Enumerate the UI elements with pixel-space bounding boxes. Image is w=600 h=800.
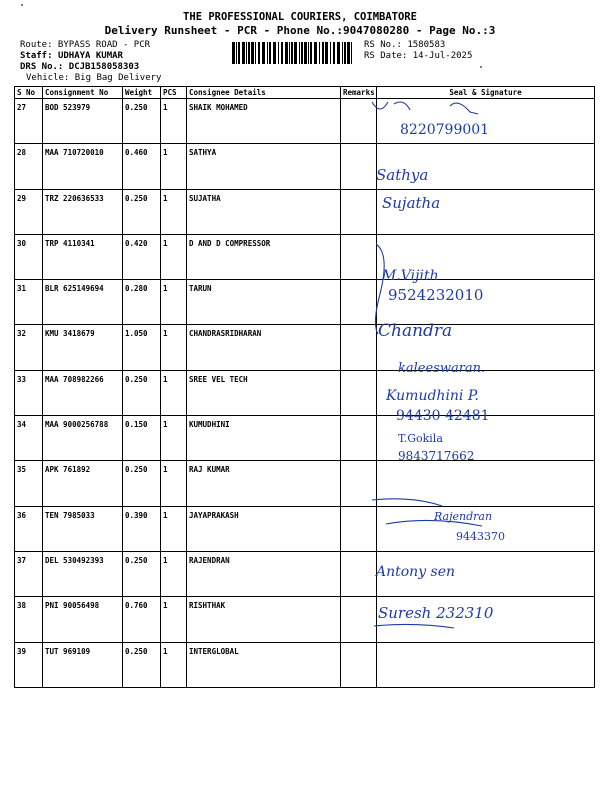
cell-pcs: 1	[161, 551, 187, 596]
cell-weight: 0.760	[123, 597, 161, 642]
staff-info	[20, 51, 123, 61]
cell-consignee: SHAIK MOHAMED	[187, 99, 341, 144]
cell-sno: 33	[15, 370, 43, 415]
table-row	[15, 189, 595, 234]
sig-r35-name: T.Gokila	[398, 432, 443, 445]
cell-cno: MAA 710720010	[43, 144, 123, 189]
cell-consignee: RAJ KUMAR	[187, 461, 341, 506]
delivery-table	[14, 86, 595, 688]
cell-consignee: RAJENDRAN	[187, 551, 341, 596]
table-row	[15, 461, 595, 506]
sig-r31-number: 9524232010	[388, 286, 484, 304]
cell-remarks	[341, 189, 377, 234]
cell-cno: KMU 3418679	[43, 325, 123, 370]
barcode-bar	[281, 42, 283, 64]
barcode-bar	[289, 42, 290, 64]
cell-pcs: 1	[161, 189, 187, 234]
cell-pcs: 1	[161, 325, 187, 370]
cell-cno: TEN 7985033	[43, 506, 123, 551]
cell-consignee: SUJATHA	[187, 189, 341, 234]
vehicle-info: Vehicle: Big Bag Delivery	[26, 73, 162, 83]
sig-r38: Antony sen	[376, 564, 456, 580]
barcode-bar	[267, 42, 268, 64]
cell-sno: 34	[15, 416, 43, 461]
barcode-bar	[333, 42, 335, 64]
table-row	[15, 99, 595, 144]
cell-weight: 0.280	[123, 280, 161, 325]
sig-r34-number: 94430 42481	[396, 408, 490, 424]
cell-cno: DEL 530492393	[43, 551, 123, 596]
cell-weight: 0.250	[123, 370, 161, 415]
cell-signature	[377, 461, 595, 506]
cell-remarks	[341, 506, 377, 551]
barcode-bar	[342, 42, 343, 64]
cell-signature	[377, 234, 595, 279]
barcode-bar	[301, 42, 303, 64]
cell-signature	[377, 551, 595, 596]
drs-info	[20, 62, 139, 72]
cell-remarks	[341, 461, 377, 506]
barcode-bar	[258, 42, 260, 64]
barcode-bar	[330, 42, 331, 64]
table-row	[15, 144, 595, 189]
cell-sno: 35	[15, 461, 43, 506]
barcode-bar	[232, 42, 235, 64]
cell-sno: 38	[15, 597, 43, 642]
cell-pcs: 1	[161, 99, 187, 144]
barcode-bar	[291, 42, 293, 64]
cell-sno: 36	[15, 506, 43, 551]
cell-pcs: 1	[161, 370, 187, 415]
cell-consignee: SREE VEL TECH	[187, 370, 341, 415]
cell-pcs: 1	[161, 280, 187, 325]
col-pcs: PCS	[161, 87, 187, 99]
rs-number: RS No.: 1580583	[364, 40, 446, 50]
cell-sno: 37	[15, 551, 43, 596]
cell-sno: 28	[15, 144, 43, 189]
col-sno: S No	[15, 87, 43, 99]
barcode-bar	[238, 42, 240, 64]
barcode-bar	[319, 42, 320, 64]
cell-sno: 29	[15, 189, 43, 234]
cell-signature	[377, 416, 595, 461]
staff-label: Staff:	[20, 51, 53, 61]
sig-r37-name: Rajendran	[434, 510, 493, 523]
sig-r39: Suresh 232310	[378, 604, 494, 622]
barcode-bar	[262, 42, 265, 64]
cell-remarks	[341, 416, 377, 461]
cell-cno: MAA 9000256788	[43, 416, 123, 461]
cell-weight: 0.250	[123, 189, 161, 234]
cell-remarks	[341, 597, 377, 642]
barcode-bar	[242, 42, 245, 64]
cell-signature	[377, 370, 595, 415]
barcode-bar	[304, 42, 307, 64]
cell-consignee: CHANDRASRIDHARAN	[187, 325, 341, 370]
cell-pcs: 1	[161, 461, 187, 506]
sig-r37-number: 9443370	[456, 530, 505, 543]
cell-cno: BOD 523979	[43, 99, 123, 144]
drs-label: DRS No.:	[20, 62, 64, 72]
cell-consignee: SATHYA	[187, 144, 341, 189]
barcode-bar	[337, 42, 340, 64]
table-row	[15, 234, 595, 279]
cell-signature	[377, 280, 595, 325]
cell-weight: 0.150	[123, 416, 161, 461]
cell-cno: PNI 90056498	[43, 597, 123, 642]
barcode-bar	[273, 42, 276, 64]
barcode-bar	[351, 42, 352, 64]
sig-r28: Sathya	[376, 166, 429, 184]
cell-cno: MAA 708982266	[43, 370, 123, 415]
cell-sno: 31	[15, 280, 43, 325]
sig-r27-number: 8220799001	[400, 122, 490, 138]
cell-remarks	[341, 325, 377, 370]
table-row	[15, 551, 595, 596]
barcode-bar	[246, 42, 247, 64]
barcode-bar	[308, 42, 309, 64]
cell-remarks	[341, 144, 377, 189]
cell-remarks	[341, 99, 377, 144]
table-row	[15, 280, 595, 325]
table-row	[15, 370, 595, 415]
barcode-bar	[299, 42, 300, 64]
cell-remarks	[341, 234, 377, 279]
table-row	[15, 325, 595, 370]
barcode-bar	[255, 42, 256, 64]
barcode-bar	[347, 42, 350, 64]
col-weight: Weight	[123, 87, 161, 99]
cell-pcs: 1	[161, 234, 187, 279]
barcode-bar	[269, 42, 271, 64]
cell-sno: 30	[15, 234, 43, 279]
cell-signature	[377, 325, 595, 370]
barcode-bar	[325, 42, 328, 64]
cell-signature	[377, 144, 595, 189]
col-remarks: Remarks	[341, 87, 377, 99]
cell-sno: 32	[15, 325, 43, 370]
cell-pcs: 1	[161, 144, 187, 189]
col-consignment: Consignment No	[43, 87, 123, 99]
cell-weight: 0.250	[123, 642, 161, 687]
cell-signature	[377, 506, 595, 551]
table-row	[15, 597, 595, 642]
barcode-bar	[344, 42, 346, 64]
cell-weight: 0.250	[123, 461, 161, 506]
scan-speck	[21, 4, 23, 6]
cell-pcs: 1	[161, 506, 187, 551]
cell-cno: BLR 625149694	[43, 280, 123, 325]
sig-r33: kaleeswaran.	[398, 361, 486, 376]
rs-date: RS Date: 14-Jul-2025	[364, 51, 473, 61]
cell-sno: 27	[15, 99, 43, 144]
cell-remarks	[341, 370, 377, 415]
cell-weight: 0.390	[123, 506, 161, 551]
barcode-bar	[248, 42, 250, 64]
staff-name: UDHAYA KUMAR	[57, 51, 123, 61]
cell-consignee: JAYAPRAKASH	[187, 506, 341, 551]
sig-r35-number: 9843717662	[398, 449, 475, 463]
cell-signature	[377, 189, 595, 234]
cell-consignee: RISHTHAK	[187, 597, 341, 642]
table-header-row	[15, 87, 595, 99]
barcode-bar	[251, 42, 254, 64]
sig-r29: Sujatha	[382, 194, 441, 212]
barcode-image	[232, 42, 356, 64]
barcode-bar	[236, 42, 237, 64]
sig-r32: Chandra	[378, 321, 453, 341]
cell-signature	[377, 597, 595, 642]
cell-remarks	[341, 551, 377, 596]
table-row	[15, 416, 595, 461]
barcode-bar	[322, 42, 324, 64]
drs-number: DCJB158058303	[68, 62, 140, 72]
col-consignee: Consignee Details	[187, 87, 341, 99]
cell-cno: TRP 4110341	[43, 234, 123, 279]
cell-consignee: INTERGLOBAL	[187, 642, 341, 687]
scan-speck	[480, 66, 482, 68]
cell-consignee: KUMUDHINI	[187, 416, 341, 461]
company-name: THE PROFESSIONAL COURIERS, COIMBATORE	[183, 11, 417, 23]
barcode-bar	[285, 42, 288, 64]
barcode-bar	[278, 42, 279, 64]
col-signature: Seal & Signature	[377, 87, 595, 99]
cell-cno: APK 761892	[43, 461, 123, 506]
sig-r34-name: Kumudhini P.	[386, 388, 479, 404]
table-row	[15, 506, 595, 551]
cell-signature	[377, 99, 595, 144]
barcode-bar	[310, 42, 312, 64]
table-row	[15, 642, 595, 687]
cell-weight: 1.050	[123, 325, 161, 370]
runsheet-title: Delivery Runsheet - PCR - Phone No.:9047080280 - Page No.:3	[104, 24, 496, 37]
cell-pcs: 1	[161, 416, 187, 461]
route-info: Route: BYPASS ROAD - PCR	[20, 40, 151, 50]
cell-pcs: 1	[161, 597, 187, 642]
cell-cno: TRZ 220636533	[43, 189, 123, 234]
cell-weight: 0.250	[123, 551, 161, 596]
barcode-bar	[294, 42, 297, 64]
cell-cno: TUT 969109	[43, 642, 123, 687]
cell-weight: 0.420	[123, 234, 161, 279]
cell-signature	[377, 642, 595, 687]
cell-sno: 39	[15, 642, 43, 687]
cell-pcs: 1	[161, 642, 187, 687]
cell-consignee: TARUN	[187, 280, 341, 325]
cell-weight: 0.250	[123, 99, 161, 144]
sig-r31-name: M.Vijith	[382, 268, 439, 284]
cell-weight: 0.460	[123, 144, 161, 189]
cell-remarks	[341, 642, 377, 687]
barcode-bar	[314, 42, 317, 64]
cell-remarks	[341, 280, 377, 325]
cell-consignee: D AND D COMPRESSOR	[187, 234, 341, 279]
